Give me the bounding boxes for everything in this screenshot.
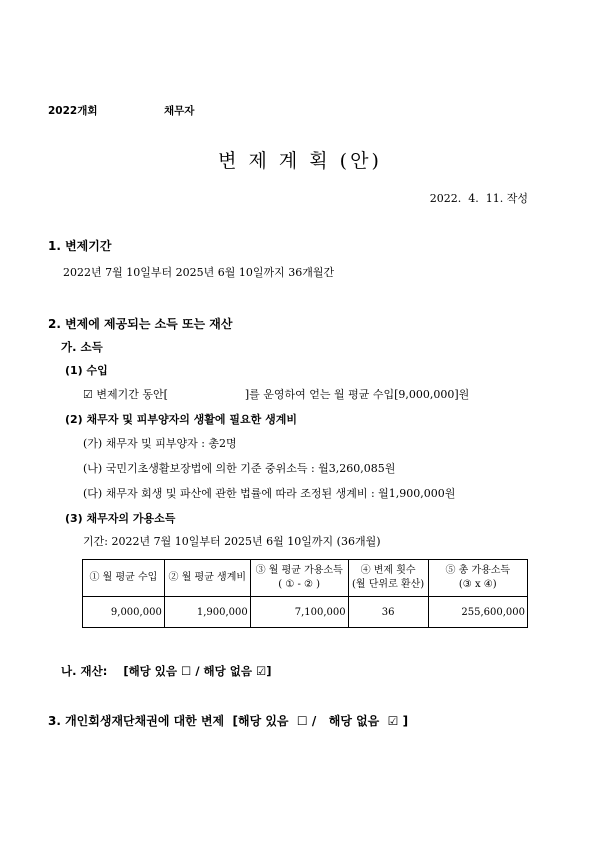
header-monthly-living-cost: ② 월 평균 생계비 [164,560,250,597]
cell-monthly-available: 7,100,000 [250,597,348,628]
case-number-label: 2022개회 [48,105,98,117]
document-title: 변 제 계 획 (안) [218,150,382,172]
table-header-row [83,560,528,597]
living-cost-item: (나) 국민기초생활보장법에 의한 기준 중위소득 : 월3,260,085원 [83,462,396,475]
living-cost-item: (가) 채무자 및 피부양자 : 총2명 [83,437,237,450]
available-income-table [82,559,528,628]
section1-heading: 1. 변제기간 [48,239,112,253]
section2-heading: 2. 변제에 제공되는 소득 또는 재산 [48,317,233,331]
header-monthly-available: ③ 월 평균 가용소득 ( ① - ② ) [250,560,348,597]
section3-line: 3. 개인회생재단채권에 대한 변제 [해당 있음 ☐ / 해당 없음 ☑ ] [48,714,409,728]
table-row [83,597,528,628]
header-total-available: ⑤ 총 가용소득 (③ x ④) [428,560,527,597]
document-date: 2022. 4. 11. 작성 [429,192,528,205]
cell-monthly-living-cost: 1,900,000 [164,597,250,628]
header-repayment-count: ④ 변제 횟수 (월 단위로 환산) [348,560,428,597]
available-income-period: 기간: 2022년 7월 10일부터 2025년 6월 10일까지 (36개월) [83,535,381,548]
income-subheading: 가. 소득 [61,340,103,354]
cell-total-available: 255,600,000 [428,597,527,628]
available-income-heading: (3) 채무자의 가용소득 [65,512,176,525]
repayment-period-text: 2022년 7월 10일부터 2025년 6월 10일까지 36개월간 [63,266,335,279]
role-label: 채무자 [164,105,195,117]
living-cost-item: (다) 채무자 회생 및 파산에 관한 법률에 따라 조정된 생계비 : 월1,900,000원 [83,487,456,500]
cell-monthly-income: 9,000,000 [83,597,165,628]
cell-repayment-count: 36 [348,597,428,628]
header-monthly-income: ① 월 평균 수입 [83,560,165,597]
living-cost-heading: (2) 채무자 및 피부양자의 생활에 필요한 생계비 [65,413,297,426]
property-line: 나. 재산: [해당 있음 ☐ / 해당 없음 ☑] [61,664,272,678]
income-heading: (1) 수입 [65,364,108,377]
income-text: ☑ 변제기간 동안[ ]를 운영하여 얻는 월 평균 수입[9,000,000]원 [83,388,470,401]
